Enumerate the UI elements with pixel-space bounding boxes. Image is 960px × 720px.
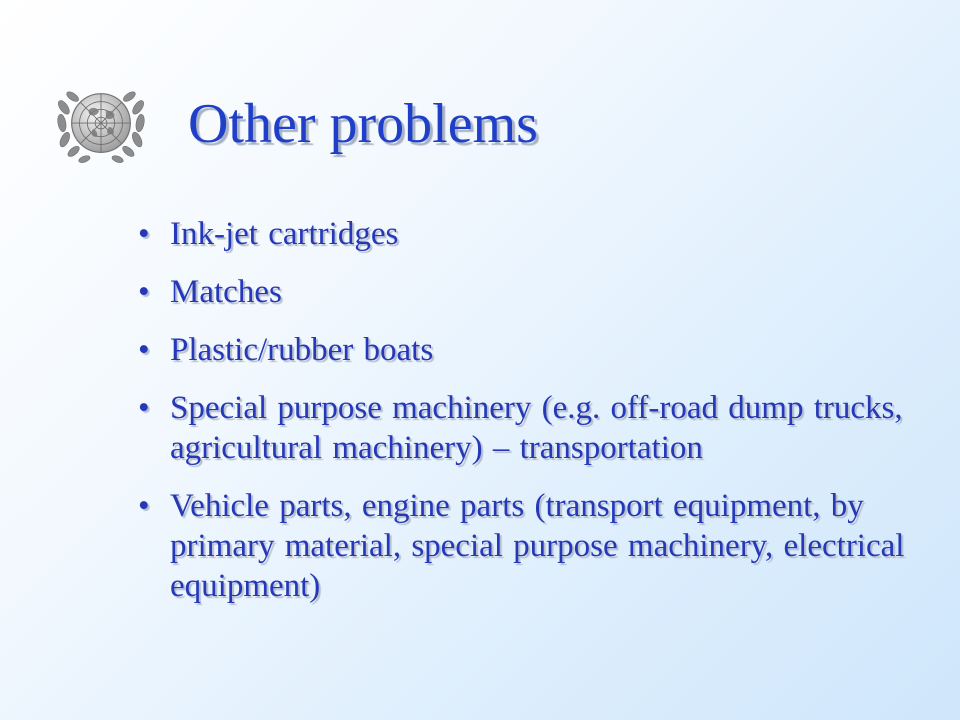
bullet-item-matches: • Matches [130,272,920,312]
bullet-item-vehicle-parts: • Vehicle parts, engine parts (transport equipment, by primary material, special purpose machinery, electrical equipment) [130,486,920,606]
bullet-item-special-purpose-machinery: • Special purpose machinery (e.g. off-road dump trucks, agricultural machinery) – transportation [130,388,920,468]
slide-title: Other problems [188,93,538,155]
bullet-item-plastic-rubber-boats: • Plastic/rubber boats [130,330,920,370]
bullet-list [130,214,920,624]
un-emblem-icon [52,80,150,168]
bullet-item-ink-jet-cartridges: • Ink-jet cartridges [130,214,920,254]
